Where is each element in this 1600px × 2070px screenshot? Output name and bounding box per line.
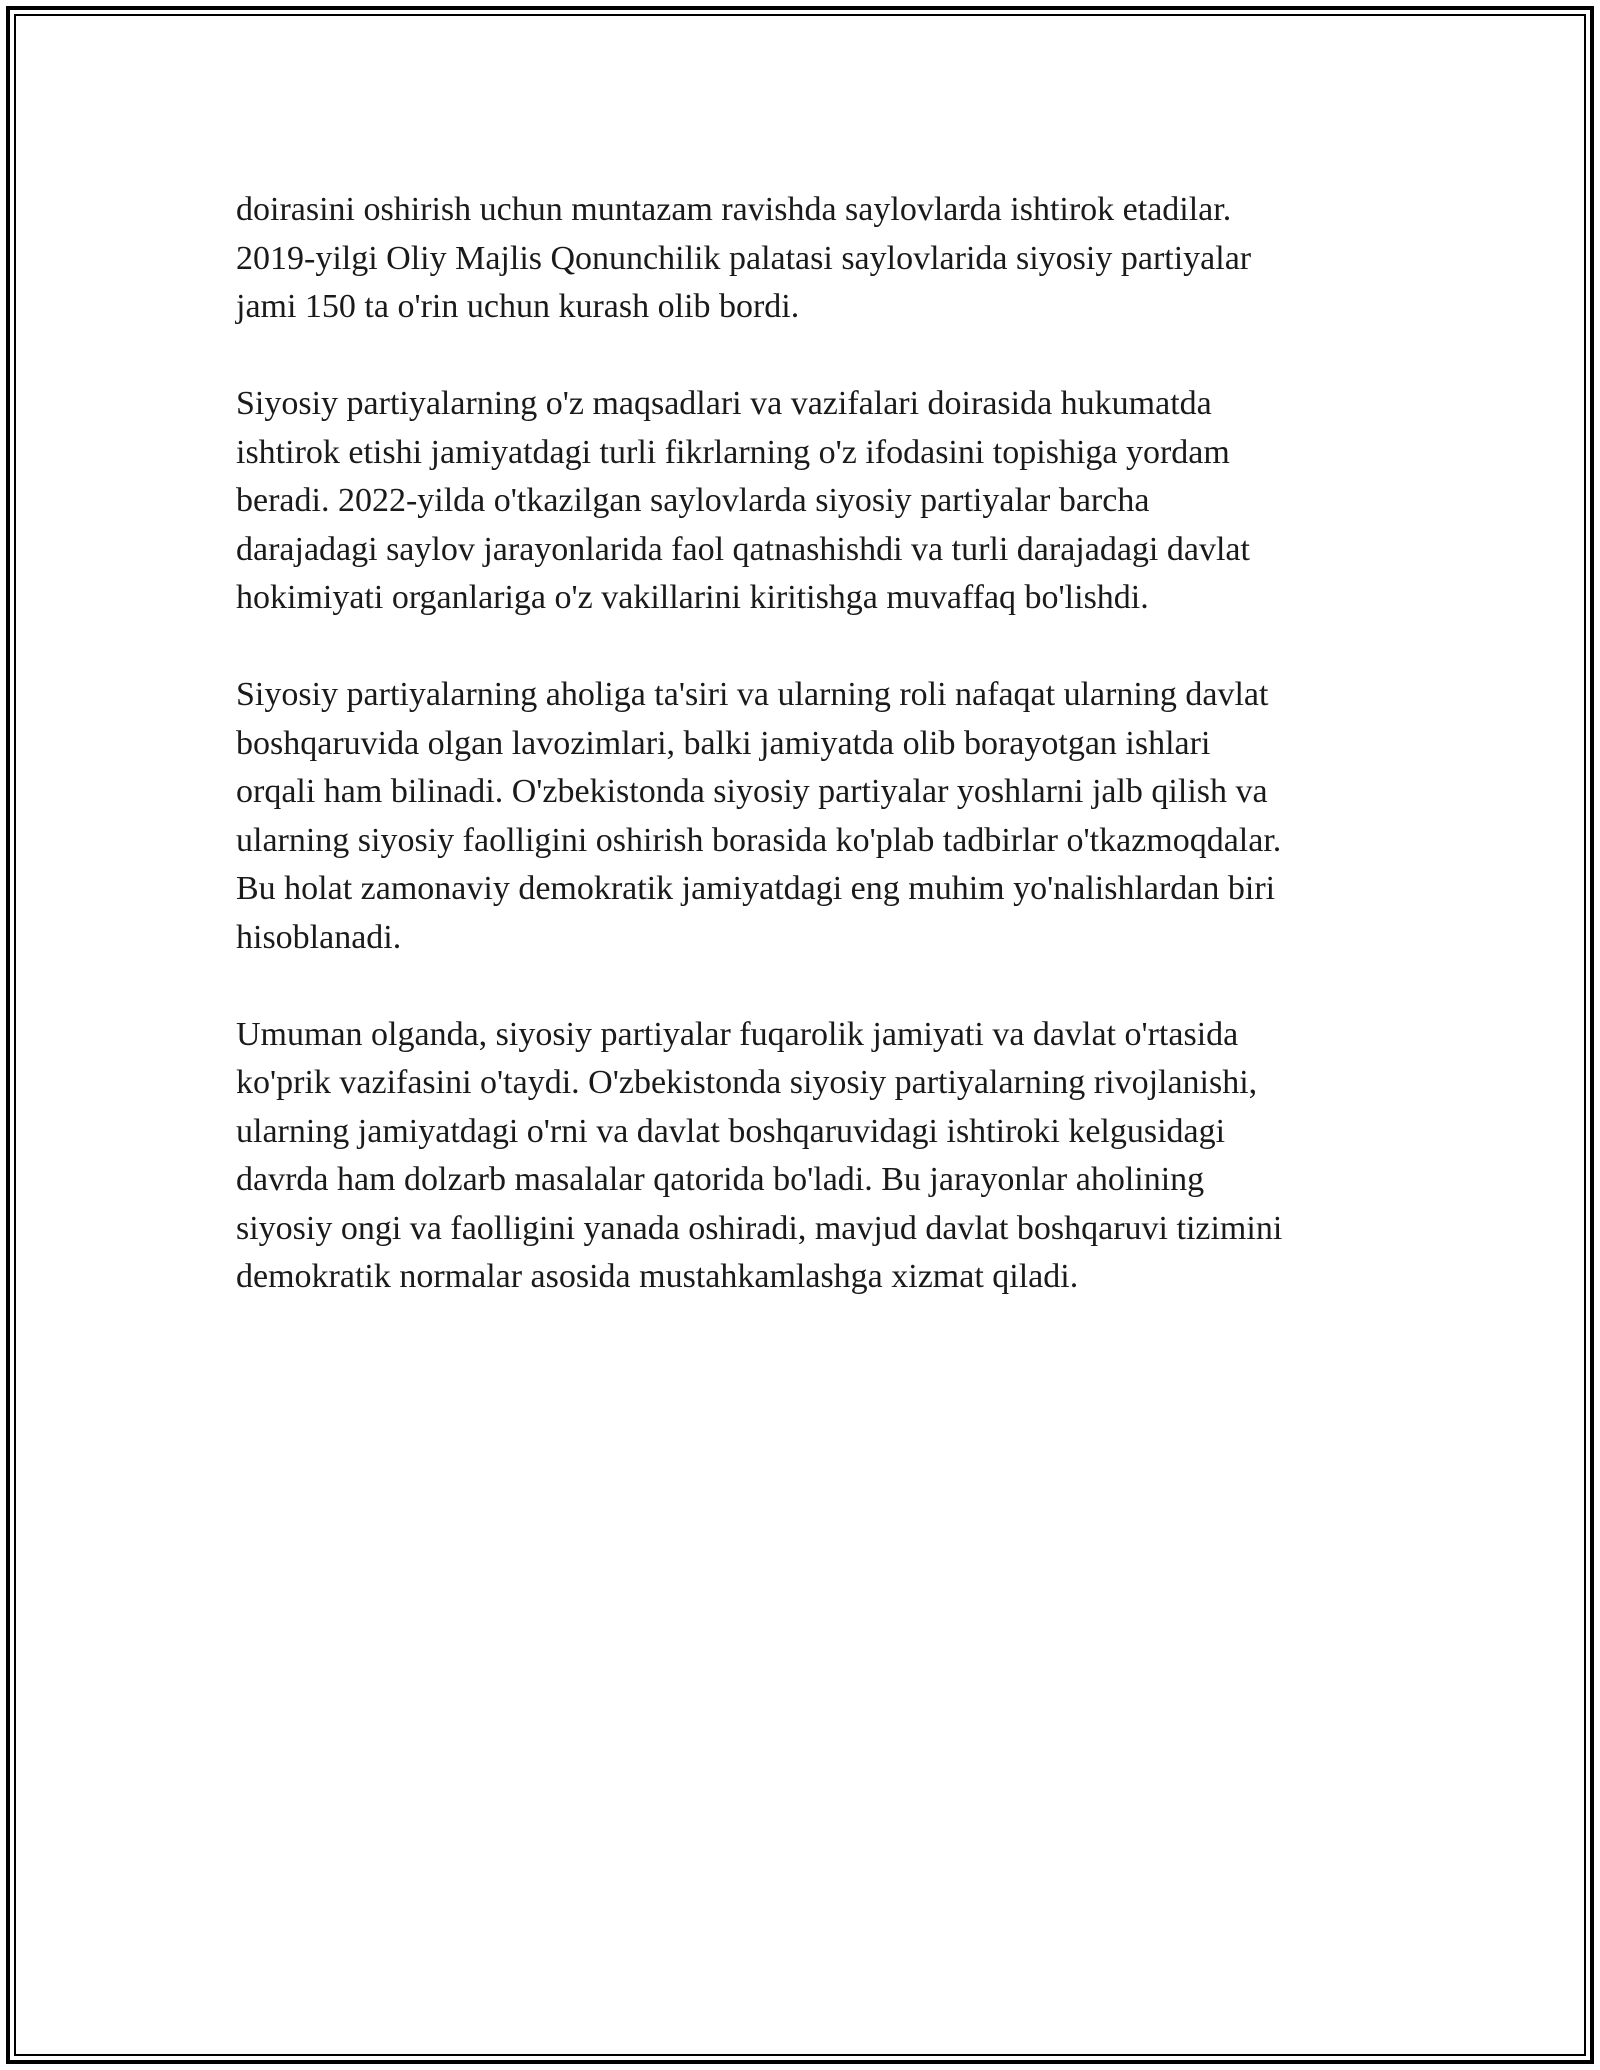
document-body: [236, 186, 1396, 1350]
paragraph: Umuman olganda, siyosiy partiyalar fuqarolik jamiyati va davlat o'rtasida ko'prik vazifasini o'taydi. O'zbekistonda siyosiy partiyalarning rivojlanishi, ularning jamiyatdagi o'rni va davlat boshqaruvidagi ishtiroki kelgusidagi davrda ham dolzarb masalalar qatorida bo'ladi. Bu jarayonlar aholining siyosiy ongi va faolligini yanada oshiradi, mavjud davlat boshqaruvi tizimini demokratik normalar asosida mustahkamlashga xizmat qiladi.: [236, 1015, 1283, 1295]
paragraph: Siyosiy partiyalarning o'z maqsadlari va vazifalari doirasida hukumatda ishtirok etishi jamiyatdagi turli fikrlarning o'z ifodasini topishiga yordam beradi. 2022-yilda o'tkazilgan saylovlarda siyosiy partiyalar barcha darajadagi saylov jarayonlarida faol qatnashishdi va turli darajadagi davlat hokimiyati organlariga o'z vakillarini kiritishga muvaffaq bo'lishdi.: [236, 385, 1250, 616]
paragraph: doirasini oshirish uchun muntazam ravishda saylovlarda ishtirok etadilar. 2019-yilgi Oliy Majlis Qonunchilik palatasi saylovlarida siyosiy partiyalar jami 150 ta o'rin uchun kurash olib bordi.: [236, 191, 1252, 325]
paragraph: Siyosiy partiyalarning aholiga ta'siri va ularning roli nafaqat ularning davlat boshqaruvida olgan lavozimlari, balki jamiyatda olib borayotgan ishlari orqali ham bilinadi. O'zbekistonda siyosiy partiyalar yoshlarni jalb qilish va ularning siyosiy faolligini oshirish borasida ko'plab tadbirlar o'tkazmoqdalar. Bu holat zamonaviy demokratik jamiyatdagi eng muhim yo'nalishlardan biri hisoblanadi.: [236, 676, 1282, 956]
